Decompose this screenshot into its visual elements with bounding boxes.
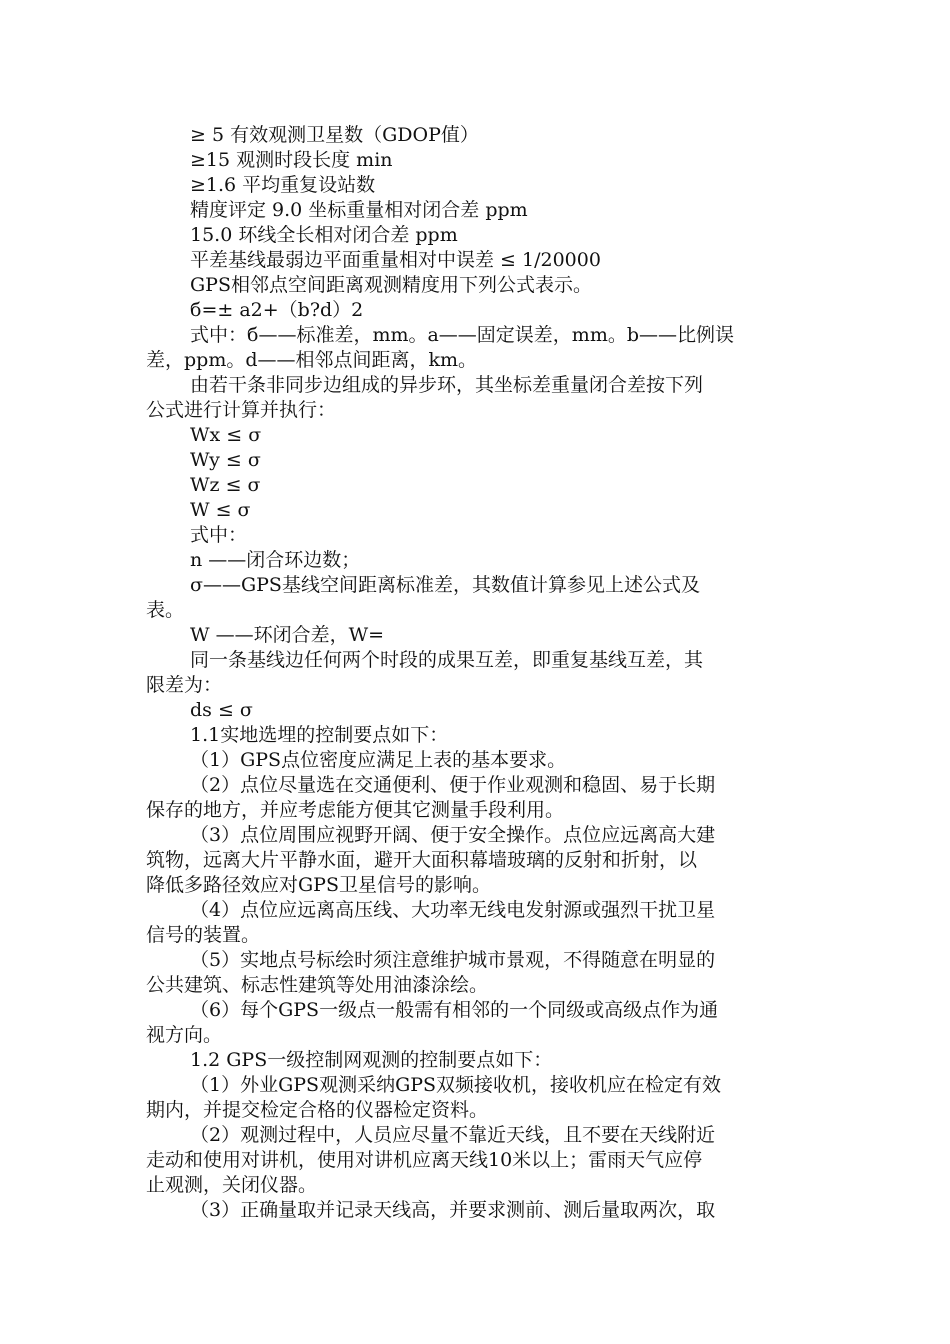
list-item: （6）每个GPS一级点一般需有相邻的一个同级或高级点作为通 [190,999,719,1021]
list-item: （3）正确量取并记录天线高，并要求测前、测后量取两次，取 [190,1199,716,1221]
list-item: （1）GPS点位密度应满足上表的基本要求。 [190,749,567,771]
formula-line: б=± a2+（b?d）2 [190,299,364,321]
formula-line: Wy ≤ σ [190,449,261,471]
text-line: 平差基线最弱边平面重量相对中误差 ≤ 1/20000 [190,249,601,271]
text-line: 由若干条非同步边组成的异步环，其坐标差重量闭合差按下列 [190,374,704,396]
document-body [146,123,806,1223]
text-line: 视方向。 [146,1024,223,1046]
list-item: （2）观测过程中，人员应尽量不靠近天线，且不要在天线附近 [190,1124,716,1146]
text-line: ≥ 5 有效观测卫星数（GDOP值） [190,124,479,146]
text-line: 止观测，关闭仪器。 [146,1174,318,1196]
formula-line: Wx ≤ σ [190,424,262,446]
list-item: （5）实地点号标绘时须注意维护城市景观，不得随意在明显的 [190,949,716,971]
list-item: （4）点位应远离高压线、大功率无线电发射源或强烈干扰卫星 [190,899,716,921]
formula-line: W ≤ σ [190,499,251,521]
text-line: 筑物，远离大片平静水面，避开大面积幕墙玻璃的反射和折射，以 [146,849,698,871]
list-item: （3）点位周围应视野开阔、便于安全操作。点位应远离高大建 [190,824,716,846]
text-line: 同一条基线边任何两个时段的成果互差，即重复基线互差，其 [190,649,704,671]
text-line: 期内，并提交检定合格的仪器检定资料。 [146,1099,489,1121]
list-item: （2）点位尽量选在交通便利、便于作业观测和稳固、易于长期 [190,774,716,796]
text-line: 差，ppm。d——相邻点间距离，km。 [146,349,478,371]
text-line: 公共建筑、标志性建筑等处用油漆涂绘。 [146,974,489,996]
text-line: GPS相邻点空间距离观测精度用下列公式表示。 [190,274,592,296]
text-line: 走动和使用对讲机，使用对讲机应离天线10米以上；雷雨天气应停 [146,1149,703,1171]
text-line: 公式进行计算并执行： [146,399,337,421]
text-line: 表。 [146,599,185,621]
text-line: 式中： [190,524,248,546]
text-line: ≥15 观测时段长度 min [190,149,393,171]
text-line: σ——GPS基线空间距离标准差，其数值计算参见上述公式及 [190,574,700,596]
text-line: n ——闭合环边数； [190,549,361,571]
text-line: 精度评定 9.0 坐标重量相对闭合差 ppm [190,199,528,221]
list-item: （1）外业GPS观测采纳GPS双频接收机，接收机应在检定有效 [190,1074,722,1096]
text-line: 信号的装置。 [146,924,261,946]
text-line: 降低多路径效应对GPS卫星信号的影响。 [146,874,491,896]
formula-line: Wz ≤ σ [190,474,261,496]
formula-line: ds ≤ σ [190,699,253,721]
section-heading: 1.2 GPS一级控制网观测的控制要点如下： [190,1049,553,1071]
text-line: 式中：б——标准差，mm。a——固定误差，mm。b——比例误 [190,324,734,346]
text-line: 15.0 环线全长相对闭合差 ppm [190,224,458,246]
text-line: ≥1.6 平均重复设站数 [190,174,376,196]
section-heading: 1.1实地选埋的控制要点如下： [190,724,449,746]
text-line: 限差为： [146,674,223,696]
text-line: W ——环闭合差，W= [190,624,385,646]
text-line: 保存的地方，并应考虑能方便其它测量手段利用。 [146,799,565,821]
